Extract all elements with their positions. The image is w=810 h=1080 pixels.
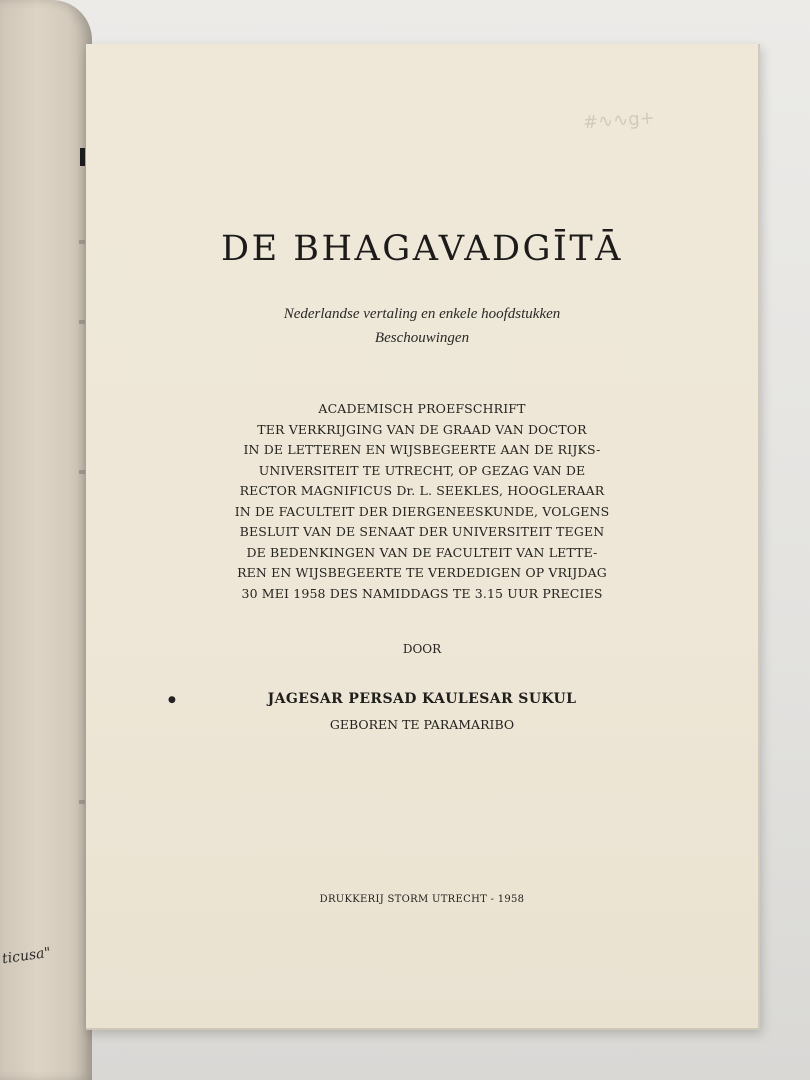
thesis-line: IN DE LETTEREN EN WIJSBEGEERTE AAN DE RIJKS- [243,442,601,457]
thesis-line: 30 MEI 1958 DES NAMIDDAGS TE 3.15 UUR PRECIES [241,585,603,601]
binding-stitch [79,320,85,324]
title-page [86,44,760,1030]
thesis-line: DE BEDENKINGEN VAN DE FACULTEIT VAN LETTE- [246,544,598,560]
thesis-line: TER VERKRIJGING VAN DE GRAAD VAN DOCTOR [257,421,587,437]
book-title: DE BHAGAVADGĪTĀ [221,229,623,269]
thesis-line: IN DE FACULTEIT DER DIERGENEESKUNDE, VOLGENS [234,503,610,519]
thesis-line: UNIVERSITEIT TE UTRECHT, OP GEZAG VAN DE [258,462,586,478]
binding-stitch [79,240,85,244]
author-birthplace: GEBOREN TE PARAMARIBO [329,717,515,732]
spine-mark [80,148,85,166]
printer-imprint: DRUKKERIJ STORM UTRECHT - 1958 [319,894,525,905]
thesis-line: BESLUIT VAN DE SENAAT DER UNIVERSITEIT TEGEN [239,524,605,539]
thesis-line: ACADEMISCH PROEFSCHRIFT [318,401,526,416]
left-facing-page [0,0,92,1080]
thesis-line: REN EN WIJSBEGEERTE TE VERDEDIGEN OP VRIJDAG [237,565,607,580]
thesis-statement [86,399,758,604]
binding-stitch [79,470,85,474]
bullet-mark: ● [168,695,176,705]
thesis-line: RECTOR MAGNIFICUS Dr. L. SEEKLES, HOOGLERAAR [239,483,605,498]
author-name: JAGESAR PERSAD KAULESAR SUKUL [267,691,577,707]
left-page-text-fragment: ticusa" [1,944,52,968]
pencil-marking: #∿∿g+ [582,107,656,134]
binding-stitch [79,800,85,804]
door-label: DOOR [402,642,442,656]
subtitle-line-2: Beschouwingen [374,330,470,346]
subtitle-line-1: Nederlandse vertaling en enkele hoofdstukken [283,306,561,322]
